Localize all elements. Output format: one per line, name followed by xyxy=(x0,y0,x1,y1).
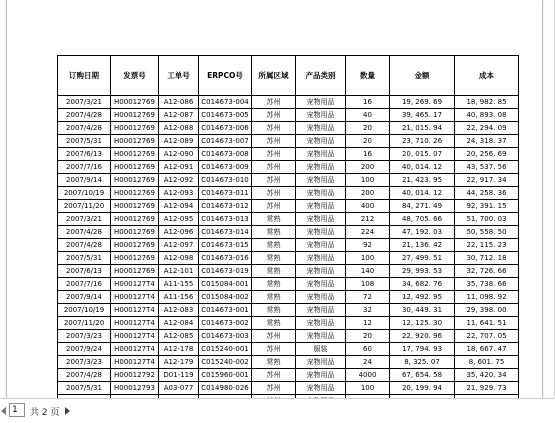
table-row xyxy=(58,96,519,109)
cell-amount: 39, 465. 17 xyxy=(390,109,455,122)
cell-region: 常熟 xyxy=(252,239,296,252)
cell-invoice-no: H00012769 xyxy=(111,174,159,187)
orders-table xyxy=(57,55,519,408)
cell-product-category: 宠物用品 xyxy=(296,213,346,226)
cell-product-category: 宠物用品 xyxy=(296,239,346,252)
cell-product-category: 宠物用品 xyxy=(296,200,346,213)
cell-amount: 40, 014. 12 xyxy=(390,161,455,174)
cell-erpco-no: C015084-002 xyxy=(199,291,252,304)
cell-order-date: 2007/9/24 xyxy=(58,343,111,356)
cell-region: 苏州 xyxy=(252,187,296,200)
cell-amount: 22, 920. 96 xyxy=(390,330,455,343)
cell-product-category: 宠物用品 xyxy=(296,161,346,174)
cell-invoice-no: H00012769 xyxy=(111,109,159,122)
cell-erpco-no: C014673-010 xyxy=(199,174,252,187)
cell-invoice-no: H000127T4 xyxy=(111,291,159,304)
cell-product-category: 宠物用品 xyxy=(296,291,346,304)
cell-work-order-no: A12-091 xyxy=(159,161,199,174)
cell-quantity: 20 xyxy=(346,135,390,148)
cell-quantity: 224 xyxy=(346,226,390,239)
cell-product-category: 宠物用品 xyxy=(296,278,346,291)
cell-region: 苏州 xyxy=(252,343,296,356)
cell-quantity: 108 xyxy=(346,278,390,291)
cell-quantity: 20 xyxy=(346,122,390,135)
cell-product-category: 宠物用品 xyxy=(296,174,346,187)
cell-order-date: 2007/10/19 xyxy=(58,304,111,317)
cell-order-date: 2007/3/21 xyxy=(58,96,111,109)
cell-cost: 22, 917. 34 xyxy=(455,174,519,187)
cell-product-category: 宠物用品 xyxy=(296,96,346,109)
arrow-left-icon xyxy=(1,407,6,415)
previous-page-button[interactable] xyxy=(0,404,8,417)
cell-amount: 34, 682. 76 xyxy=(390,278,455,291)
cell-amount: 12, 125. 30 xyxy=(390,317,455,330)
cell-cost: 44, 258. 36 xyxy=(455,187,519,200)
cell-invoice-no: H00012792 xyxy=(111,369,159,382)
cell-amount: 20, 015. 07 xyxy=(390,148,455,161)
cell-invoice-no: H000127T4 xyxy=(111,356,159,369)
cell-erpco-no: C014673-019 xyxy=(199,265,252,278)
table-row xyxy=(58,304,519,317)
cell-quantity: 400 xyxy=(346,200,390,213)
cell-amount: 21, 136. 42 xyxy=(390,239,455,252)
cell-order-date: 2007/5/31 xyxy=(58,252,111,265)
cell-invoice-no: H00012769 xyxy=(111,161,159,174)
cell-quantity: 32 xyxy=(346,304,390,317)
cell-erpco-no: C014673-001 xyxy=(199,304,252,317)
cell-cost: 22, 707. 05 xyxy=(455,330,519,343)
cell-invoice-no: H00012769 xyxy=(111,200,159,213)
cell-product-category: 宠物用品 xyxy=(296,135,346,148)
cell-region: 苏州 xyxy=(252,200,296,213)
cell-work-order-no: A12-178 xyxy=(159,343,199,356)
cell-order-date: 2007/3/21 xyxy=(58,213,111,226)
cell-product-category: 宠物用品 xyxy=(296,109,346,122)
cell-region: 苏州 xyxy=(252,382,296,395)
cell-product-category: 宠物用品 xyxy=(296,317,346,330)
header-cost: 成本 xyxy=(455,56,519,96)
document-page xyxy=(6,0,543,420)
header-amount: 金额 xyxy=(390,56,455,96)
cell-order-date: 2007/4/28 xyxy=(58,109,111,122)
cell-order-date: 2007/4/28 xyxy=(58,239,111,252)
cell-invoice-no: H00012769 xyxy=(111,187,159,200)
cell-order-date: 2007/3/23 xyxy=(58,330,111,343)
page-navigation-bar xyxy=(0,398,554,423)
cell-order-date: 2007/3/23 xyxy=(58,356,111,369)
cell-region: 苏州 xyxy=(252,135,296,148)
cell-cost: 11, 098. 92 xyxy=(455,291,519,304)
cell-product-category: 宠物用品 xyxy=(296,356,346,369)
cell-invoice-no: H000127T4 xyxy=(111,304,159,317)
cell-cost: 18, 982. 85 xyxy=(455,96,519,109)
table-row xyxy=(58,161,519,174)
cell-invoice-no: H00012769 xyxy=(111,252,159,265)
cell-erpco-no: C014673-011 xyxy=(199,187,252,200)
cell-order-date: 2007/4/28 xyxy=(58,122,111,135)
table-row xyxy=(58,343,519,356)
cell-work-order-no: A12-084 xyxy=(159,317,199,330)
cell-cost: 29, 398. 00 xyxy=(455,304,519,317)
cell-cost: 51, 700. 03 xyxy=(455,213,519,226)
cell-invoice-no: H00012769 xyxy=(111,239,159,252)
cell-quantity: 40 xyxy=(346,109,390,122)
cell-quantity: 12 xyxy=(346,317,390,330)
cell-work-order-no: A12-090 xyxy=(159,148,199,161)
cell-erpco-no: C015240-001 xyxy=(199,343,252,356)
cell-region: 常熟 xyxy=(252,213,296,226)
cell-region: 常熟 xyxy=(252,356,296,369)
cell-product-category: 宠物用品 xyxy=(296,369,346,382)
cell-invoice-no: H00012769 xyxy=(111,96,159,109)
cell-product-category: 宠物用品 xyxy=(296,382,346,395)
cell-quantity: 92 xyxy=(346,239,390,252)
cell-invoice-no: H00012769 xyxy=(111,226,159,239)
cell-region: 苏州 xyxy=(252,109,296,122)
cell-quantity: 72 xyxy=(346,291,390,304)
header-invoice-no: 发票号 xyxy=(111,56,159,96)
cell-erpco-no: C014673-007 xyxy=(199,135,252,148)
cell-order-date: 2007/4/28 xyxy=(58,226,111,239)
cell-amount: 20, 199. 94 xyxy=(390,382,455,395)
header-work-order-no: 工单号 xyxy=(159,56,199,96)
cell-work-order-no: A12-088 xyxy=(159,122,199,135)
cell-product-category: 宠物用品 xyxy=(296,304,346,317)
cell-erpco-no: C014673-005 xyxy=(199,109,252,122)
cell-work-order-no: A12-089 xyxy=(159,135,199,148)
page-number-input[interactable] xyxy=(9,403,25,417)
cell-work-order-no: D01-119 xyxy=(159,369,199,382)
table-row xyxy=(58,265,519,278)
cell-invoice-no: H000127T4 xyxy=(111,343,159,356)
cell-amount: 29, 993. 53 xyxy=(390,265,455,278)
cell-product-category: 宠物用品 xyxy=(296,187,346,200)
cell-amount: 17, 794. 93 xyxy=(390,343,455,356)
cell-order-date: 2007/7/16 xyxy=(58,161,111,174)
cell-quantity: 16 xyxy=(346,148,390,161)
cell-amount: 21, 423. 95 xyxy=(390,174,455,187)
cell-quantity: 200 xyxy=(346,187,390,200)
table-row xyxy=(58,226,519,239)
table-row xyxy=(58,317,519,330)
cell-region: 苏州 xyxy=(252,96,296,109)
cell-region: 常熟 xyxy=(252,265,296,278)
cell-amount: 30, 449. 31 xyxy=(390,304,455,317)
cell-quantity: 100 xyxy=(346,174,390,187)
cell-work-order-no: A12-085 xyxy=(159,330,199,343)
cell-invoice-no: H00012769 xyxy=(111,135,159,148)
cell-region: 常熟 xyxy=(252,278,296,291)
cell-erpco-no: C014673-009 xyxy=(199,161,252,174)
cell-product-category: 宠物用品 xyxy=(296,122,346,135)
cell-order-date: 2007/5/31 xyxy=(58,135,111,148)
cell-invoice-no: H00012793 xyxy=(111,382,159,395)
arrow-right-icon xyxy=(65,407,70,415)
cell-quantity: 20 xyxy=(346,330,390,343)
cell-work-order-no: A12-093 xyxy=(159,187,199,200)
cell-region: 苏州 xyxy=(252,330,296,343)
cell-order-date: 2007/9/14 xyxy=(58,291,111,304)
cell-region: 苏州 xyxy=(252,161,296,174)
cell-order-date: 2007/10/19 xyxy=(58,187,111,200)
table-row xyxy=(58,187,519,200)
cell-erpco-no: C014673-014 xyxy=(199,226,252,239)
table-row xyxy=(58,291,519,304)
cell-erpco-no: C014673-002 xyxy=(199,317,252,330)
table-row xyxy=(58,278,519,291)
cell-work-order-no: A11-156 xyxy=(159,291,199,304)
cell-amount: 21, 015. 94 xyxy=(390,122,455,135)
cell-region: 苏州 xyxy=(252,174,296,187)
cell-region: 常熟 xyxy=(252,317,296,330)
cell-quantity: 212 xyxy=(346,213,390,226)
cell-invoice-no: H000127T4 xyxy=(111,330,159,343)
cell-product-category: 宠物用品 xyxy=(296,226,346,239)
cell-product-category: 宠物用品 xyxy=(296,265,346,278)
cell-cost: 43, 537. 56 xyxy=(455,161,519,174)
cell-invoice-no: H00012769 xyxy=(111,148,159,161)
cell-cost: 92, 391. 15 xyxy=(455,200,519,213)
cell-invoice-no: H00012769 xyxy=(111,122,159,135)
table-row xyxy=(58,174,519,187)
table-row xyxy=(58,356,519,369)
cell-work-order-no: A12-083 xyxy=(159,304,199,317)
cell-region: 常熟 xyxy=(252,252,296,265)
cell-invoice-no: H000127T4 xyxy=(111,317,159,330)
cell-invoice-no: H000127T4 xyxy=(111,278,159,291)
cell-quantity: 24 xyxy=(346,356,390,369)
cell-order-date: 2007/6/13 xyxy=(58,148,111,161)
cell-work-order-no: A12-092 xyxy=(159,174,199,187)
header-product-category: 产品类别 xyxy=(296,56,346,96)
cell-order-date: 2007/6/13 xyxy=(58,265,111,278)
cell-product-category: 服装 xyxy=(296,343,346,356)
cell-amount: 67, 654. 58 xyxy=(390,369,455,382)
cell-quantity: 60 xyxy=(346,343,390,356)
table-row xyxy=(58,213,519,226)
cell-amount: 12, 492. 95 xyxy=(390,291,455,304)
cell-amount: 47, 192. 03 xyxy=(390,226,455,239)
cell-cost: 18, 667. 47 xyxy=(455,343,519,356)
table-row xyxy=(58,239,519,252)
cell-product-category: 宠物用品 xyxy=(296,252,346,265)
cell-quantity: 100 xyxy=(346,252,390,265)
cell-order-date: 2007/7/16 xyxy=(58,278,111,291)
cell-cost: 40, 893. 08 xyxy=(455,109,519,122)
cell-invoice-no: H00012769 xyxy=(111,213,159,226)
cell-quantity: 200 xyxy=(346,161,390,174)
cell-erpco-no: C014673-008 xyxy=(199,148,252,161)
cell-quantity: 4000 xyxy=(346,369,390,382)
table-row xyxy=(58,148,519,161)
cell-work-order-no: A12-095 xyxy=(159,213,199,226)
table-row xyxy=(58,122,519,135)
table-row xyxy=(58,200,519,213)
cell-amount: 8, 325. 07 xyxy=(390,356,455,369)
cell-order-date: 2007/5/31 xyxy=(58,382,111,395)
cell-quantity: 140 xyxy=(346,265,390,278)
table-row xyxy=(58,135,519,148)
cell-region: 苏州 xyxy=(252,369,296,382)
table-row xyxy=(58,252,519,265)
cell-erpco-no: C014673-013 xyxy=(199,213,252,226)
cell-work-order-no: A12-101 xyxy=(159,265,199,278)
cell-cost: 35, 420. 34 xyxy=(455,369,519,382)
cell-cost: 35, 738. 66 xyxy=(455,278,519,291)
cell-work-order-no: A12-094 xyxy=(159,200,199,213)
cell-quantity: 16 xyxy=(346,96,390,109)
cell-invoice-no: H00012769 xyxy=(111,265,159,278)
cell-erpco-no: C014673-004 xyxy=(199,96,252,109)
cell-amount: 23, 710. 26 xyxy=(390,135,455,148)
cell-amount: 48, 705. 66 xyxy=(390,213,455,226)
cell-cost: 22, 115. 23 xyxy=(455,239,519,252)
cell-product-category: 宠物用品 xyxy=(296,148,346,161)
cell-product-category: 宠物用品 xyxy=(296,330,346,343)
table-row xyxy=(58,382,519,395)
cell-work-order-no: A12-096 xyxy=(159,226,199,239)
total-pages-label: 共 2 页 xyxy=(30,408,60,418)
cell-cost: 22, 294. 09 xyxy=(455,122,519,135)
cell-amount: 40, 014. 12 xyxy=(390,187,455,200)
header-quantity: 数量 xyxy=(346,56,390,96)
cell-cost: 21, 929. 73 xyxy=(455,382,519,395)
table-header-row xyxy=(58,56,519,96)
cell-erpco-no: C014673-015 xyxy=(199,239,252,252)
cell-cost: 11, 641. 51 xyxy=(455,317,519,330)
cell-cost: 50, 558. 50 xyxy=(455,226,519,239)
cell-amount: 84, 271. 49 xyxy=(390,200,455,213)
cell-order-date: 2007/11/20 xyxy=(58,200,111,213)
cell-amount: 27, 499. 51 xyxy=(390,252,455,265)
cell-erpco-no: C014980-026 xyxy=(199,382,252,395)
cell-erpco-no: C014673-016 xyxy=(199,252,252,265)
cell-region: 常熟 xyxy=(252,304,296,317)
table-row xyxy=(58,330,519,343)
cell-order-date: 2007/4/28 xyxy=(58,369,111,382)
cell-erpco-no: C015240-002 xyxy=(199,356,252,369)
table-row xyxy=(58,369,519,382)
cell-erpco-no: C014673-003 xyxy=(199,330,252,343)
cell-erpco-no: C014673-012 xyxy=(199,200,252,213)
cell-erpco-no: C015960-001 xyxy=(199,369,252,382)
cell-work-order-no: A12-179 xyxy=(159,356,199,369)
header-erpco-no: ERPCO号 xyxy=(199,56,252,96)
cell-order-date: 2007/11/20 xyxy=(58,317,111,330)
table-row xyxy=(58,109,519,122)
cell-work-order-no: A03-077 xyxy=(159,382,199,395)
cell-region: 常熟 xyxy=(252,226,296,239)
cell-work-order-no: A12-098 xyxy=(159,252,199,265)
cell-work-order-no: A12-086 xyxy=(159,96,199,109)
cell-region: 常熟 xyxy=(252,291,296,304)
cell-region: 苏州 xyxy=(252,122,296,135)
cell-quantity: 100 xyxy=(346,382,390,395)
cell-cost: 24, 318. 37 xyxy=(455,135,519,148)
cell-work-order-no: A11-155 xyxy=(159,278,199,291)
cell-order-date: 2007/9/14 xyxy=(58,174,111,187)
cell-erpco-no: C015084-001 xyxy=(199,278,252,291)
cell-amount: 19, 269. 69 xyxy=(390,96,455,109)
cell-region: 苏州 xyxy=(252,148,296,161)
header-order-date: 订购日期 xyxy=(58,56,111,96)
cell-cost: 8, 601. 75 xyxy=(455,356,519,369)
cell-erpco-no: C014673-006 xyxy=(199,122,252,135)
cell-cost: 20, 256. 69 xyxy=(455,148,519,161)
next-page-button[interactable] xyxy=(64,404,72,417)
cell-work-order-no: A12-097 xyxy=(159,239,199,252)
cell-cost: 30, 712. 18 xyxy=(455,252,519,265)
cell-work-order-no: A12-087 xyxy=(159,109,199,122)
cell-cost: 32, 726. 66 xyxy=(455,265,519,278)
header-region: 所属区域 xyxy=(252,56,296,96)
